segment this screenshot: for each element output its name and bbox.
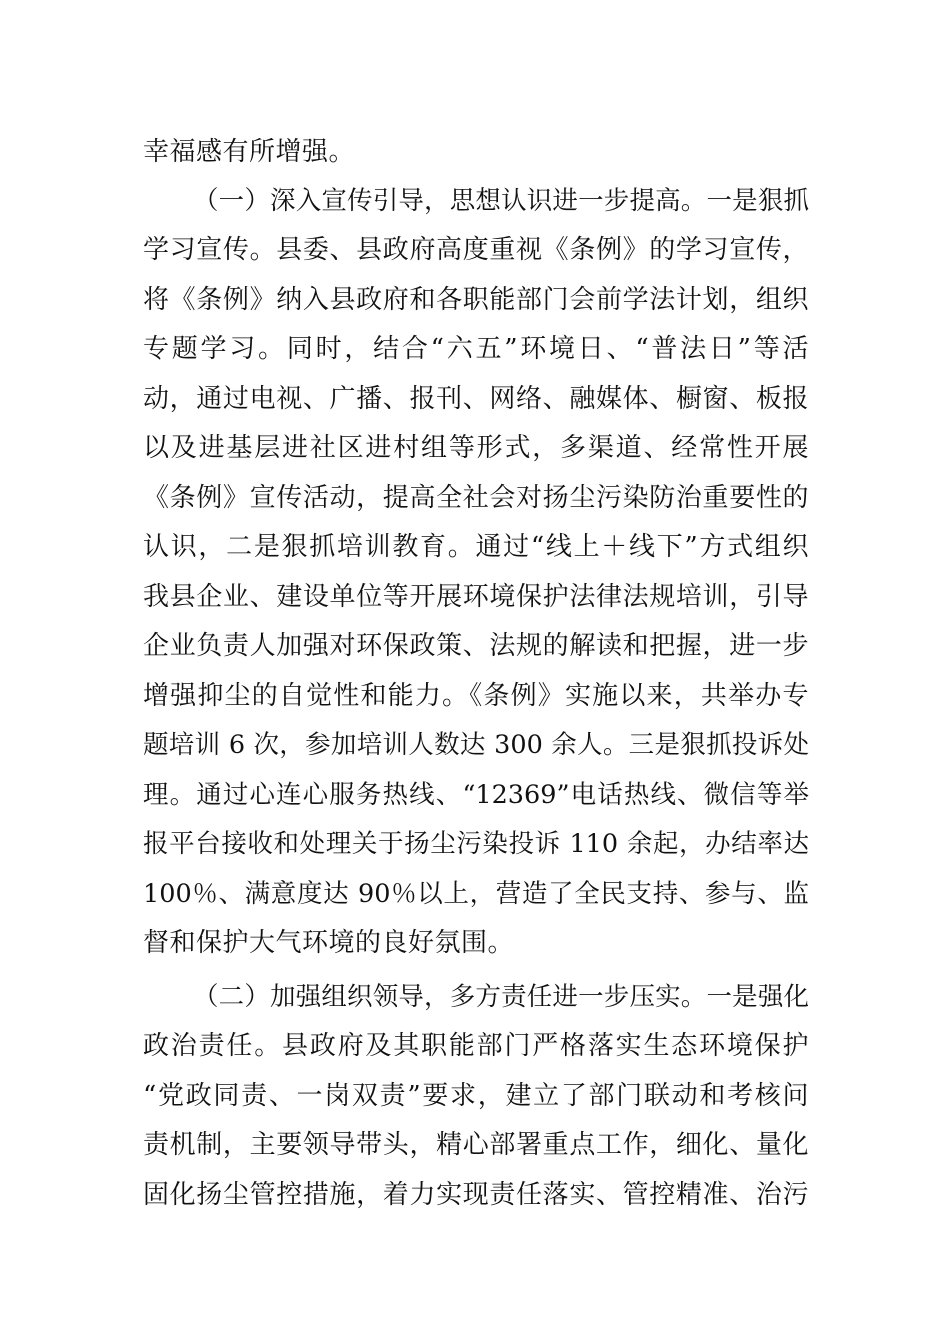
- text-line: 认识，二是狠抓培训教育。通过“线上＋线下”方式组织: [143, 532, 809, 562]
- text-line: 我县企业、建设单位等开展环境保护法律法规培训，引导: [143, 582, 809, 612]
- text-line: 企业负责人加强对环保政策、法规的解读和把握，进一步: [143, 631, 809, 661]
- text-line: 专题学习。同时，结合“六五”环境日、“普法日”等活: [143, 334, 809, 364]
- text-line: “党政同责、一岗双责”要求，建立了部门联动和考核问: [143, 1081, 809, 1111]
- text-line: 责机制，主要领导带头，精心部署重点工作，细化、量化: [143, 1130, 809, 1160]
- text-line: 固化扬尘管控措施，着力实现责任落实、管控精准、治污: [143, 1180, 809, 1210]
- text-line: 题培训 6 次，参加培训人数达 300 余人。三是狠抓投诉处: [143, 730, 809, 760]
- text-line: 幸福感有所增强。: [143, 137, 356, 167]
- paragraph-2-first-line: （二）加强组织领导，多方责任进一步压实。一是强化: [193, 982, 809, 1012]
- paragraph-1-first-line: （一）深入宣传引导，思想认识进一步提高。一是狠抓: [193, 186, 809, 216]
- text-line: 100％、满意度达 90％以上，营造了全民支持、参与、监: [143, 879, 809, 909]
- text-line: 将《条例》纳入县政府和各职能部门会前学法计划，组织: [143, 285, 809, 315]
- text-line: 《条例》宣传活动，提高全社会对扬尘污染防治重要性的: [143, 483, 809, 513]
- text-line: 政治责任。县政府及其职能部门严格落实生态环境保护: [143, 1031, 809, 1061]
- text-line: 理。通过心连心服务热线、“12369”电话热线、微信等举: [143, 780, 809, 810]
- text-line: 学习宣传。县委、县政府高度重视《条例》的学习宣传，: [143, 235, 809, 265]
- text-line: 督和保护大气环境的良好氛围。: [143, 928, 515, 958]
- text-line: 报平台接收和处理关于扬尘污染投诉 110 余起，办结率达: [143, 829, 809, 859]
- text-line: 动，通过电视、广播、报刊、网络、融媒体、橱窗、板报: [143, 384, 809, 414]
- text-line: 以及进基层进社区进村组等形式，多渠道、经常性开展: [143, 433, 809, 463]
- text-line: 增强抑尘的自觉性和能力。《条例》实施以来，共举办专: [143, 681, 809, 711]
